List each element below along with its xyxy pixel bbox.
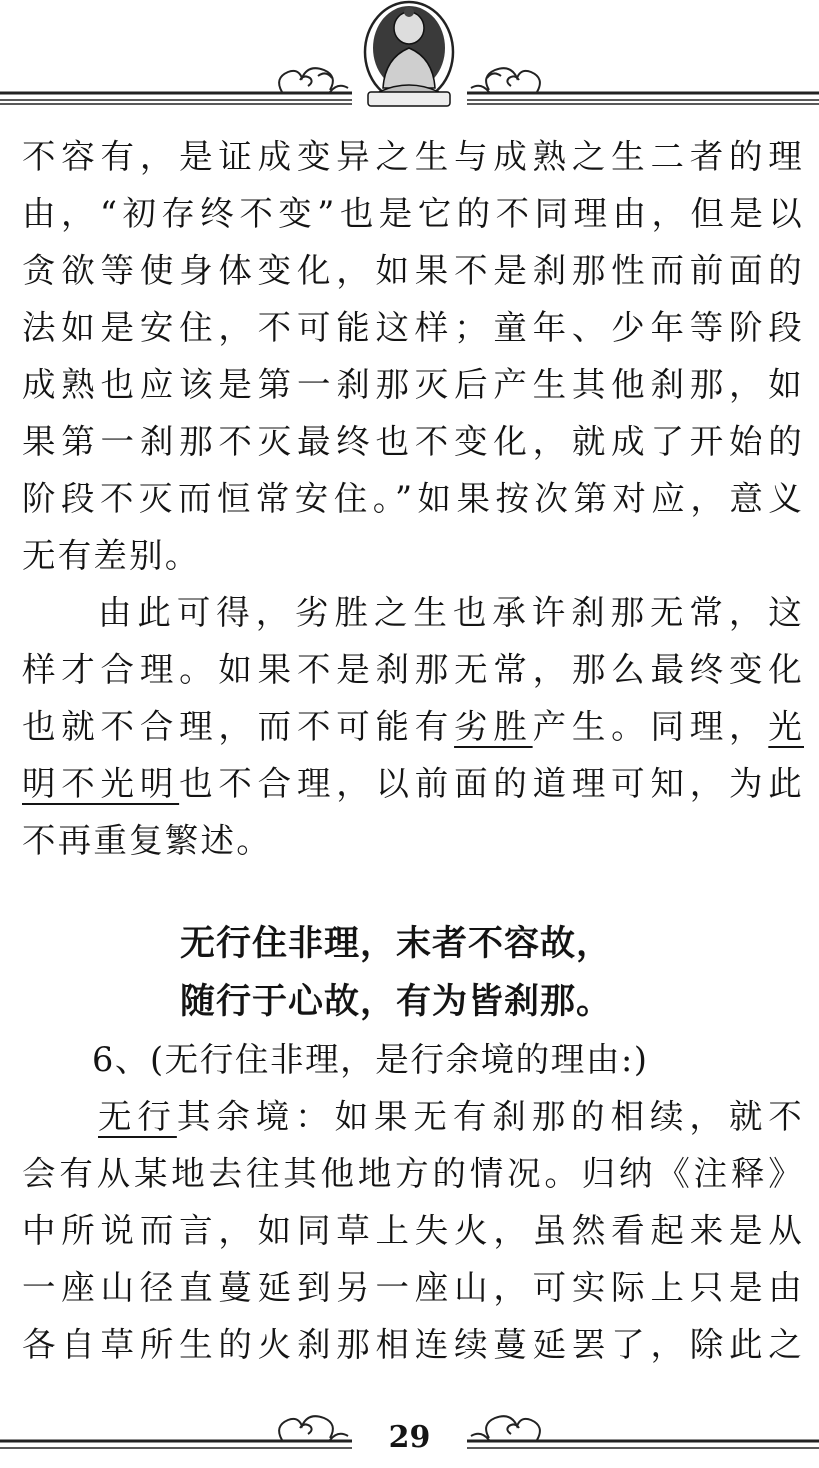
text-line: 成熟也应该是第一刹那灭后产生其他刹那，如 [22, 365, 804, 404]
text-line: 法如是安住，不可能这样；童年、少年等阶段 [22, 308, 804, 347]
text-line: 阶段不灭而恒常安住。”如果按次第对应，意义 [22, 479, 804, 518]
text-run: 其余境：如果无有刹那的相续，就不 [176, 1097, 804, 1136]
page-header [0, 0, 819, 110]
text-run: 产生。同理， [532, 707, 769, 746]
page-number: 29 [388, 1420, 431, 1455]
text-line: 无有差别。 [22, 536, 201, 575]
text-line [22, 1088, 804, 1145]
text-line: 不再重复繁述。 [22, 821, 272, 860]
cloud-scroll-right-icon [471, 68, 540, 92]
text-line: 由此可得，劣胜之生也承许刹那无常，这 [98, 593, 804, 632]
text-line: 中所说而言，如同草上失火，虽然看起来是从 [22, 1211, 804, 1250]
section-heading: 6、(无行住非理，是行余境的理由:) [92, 1040, 649, 1079]
text-line: 样才合理。如果不是刹那无常，那么最终变化 [22, 650, 804, 689]
underlined-term: 明不光明 [22, 764, 180, 803]
verse-line: 无行住非理，末者不容故， [180, 924, 613, 964]
text-line: 不容有，是证成变异之生与成熟之生二者的理 [22, 137, 804, 176]
page-body [22, 128, 804, 1373]
text-run: 也不合理，以前面的道理可知，为此 [179, 764, 804, 803]
underlined-term: 劣胜 [454, 707, 533, 746]
verse-line: 随行于心故，有为皆刹那。 [180, 982, 613, 1022]
header-ornament [0, 0, 819, 110]
text-run: 也就不合理，而不可能有 [22, 707, 455, 746]
underlined-term: 光 [768, 707, 804, 746]
text-line: 会有从某地去往其他地方的情况。归纳《注释》 [22, 1154, 804, 1193]
underlined-term: 无行 [98, 1097, 177, 1136]
text-line: 果第一刹那不灭最终也不变化，就成了开始的 [22, 422, 804, 461]
buddha-emblem-icon [365, 2, 453, 106]
text-line: 贪欲等使身体变化，如果不是刹那性而前面的 [22, 251, 804, 290]
cloud-scroll-left-icon [279, 68, 348, 92]
text-line: 由，“初存终不变”也是它的不同理由，但是以 [22, 194, 804, 233]
text-line: 一座山径直蔓延到另一座山，可实际上只是由 [22, 1268, 804, 1307]
text-line [22, 698, 804, 755]
text-line: 各自草所生的火刹那相连续蔓延罢了，除此之 [22, 1325, 804, 1364]
text-line [22, 755, 804, 812]
